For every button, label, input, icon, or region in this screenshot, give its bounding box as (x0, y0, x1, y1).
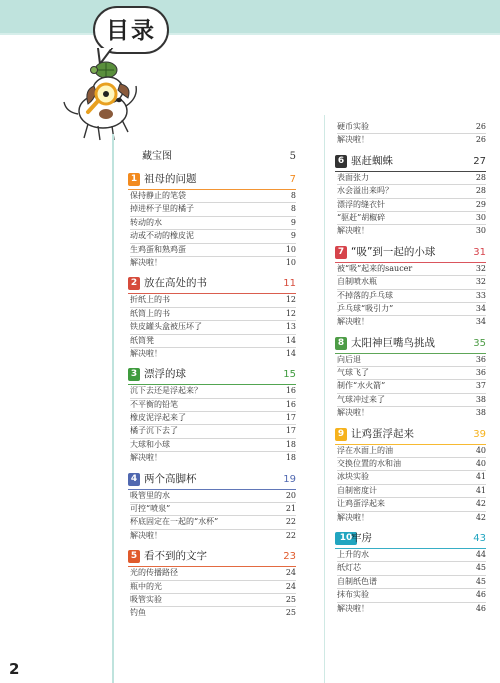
toc-item[interactable] (333, 458, 486, 470)
toc-item[interactable] (333, 380, 486, 392)
chapter-number-badge: 7 (335, 246, 347, 259)
toc-item-page: 29 (475, 199, 486, 209)
toc-item-title: 吸管里的水 (130, 490, 170, 500)
toc-item-title: 乒乓球“吸引力” (337, 303, 394, 313)
toc-item[interactable] (333, 225, 486, 237)
toc-item-page: 36 (475, 368, 486, 378)
toc-item[interactable] (126, 516, 296, 528)
toc-item[interactable] (333, 134, 486, 146)
toc-item-title: 铁皮罐头盒被压坏了 (130, 322, 202, 332)
toc-item-title: 纸筒上的书 (130, 308, 170, 318)
toc-item-page: 12 (285, 295, 296, 305)
toc-item-page: 33 (475, 290, 486, 300)
toc-item-title: 不平衡的铅笔 (130, 399, 178, 409)
toc-item[interactable] (126, 399, 296, 411)
toc-item-page: 22 (285, 530, 296, 540)
chapter-title: 看不到的文字 (144, 550, 207, 563)
chapter-title: 祖母的问题 (144, 173, 197, 185)
toc-item-page: 13 (285, 322, 296, 332)
chapter-number-badge: 3 (128, 368, 140, 381)
toc-item-title: 不掉落的乒乓球 (337, 290, 393, 300)
toc-item-page: 44 (475, 549, 486, 559)
chapter-number-badge: 4 (128, 473, 140, 486)
right-chapter-list (333, 153, 486, 615)
toc-item-title: 硬币实验 (337, 122, 369, 131)
toc-item[interactable] (126, 244, 296, 256)
chapter-page: 43 (473, 532, 486, 544)
left-chapter-list (126, 171, 296, 620)
toc-item[interactable] (126, 335, 296, 347)
toc-item[interactable] (126, 581, 296, 593)
toc-item-page: 38 (475, 408, 486, 418)
toc-item-title: 向后退 (337, 354, 361, 364)
toc-item[interactable] (333, 185, 486, 197)
toc-item-page: 38 (475, 394, 486, 404)
toc-item-title: 自制纸色谱 (337, 576, 377, 586)
toc-item[interactable] (126, 425, 296, 437)
toc-item-title: 光的传播路径 (130, 568, 178, 578)
toc-item-title: 可控“喷泉” (130, 504, 171, 514)
toc-item[interactable] (126, 530, 296, 542)
chapter-page: 19 (283, 473, 296, 485)
toc-item-title: 纸灯芯 (337, 563, 361, 573)
chapter-heading[interactable] (126, 366, 296, 383)
toc-item-title: 自制喷水瓶 (337, 277, 377, 287)
toc-item-page: 32 (475, 277, 486, 287)
toc-item-title: “驱赶”胡椒碎 (337, 212, 386, 222)
toc-item-page: 28 (475, 172, 486, 182)
toc-item-title: 让鸡蛋浮起来 (337, 499, 385, 509)
chapter-title: 放在高处的书 (144, 277, 207, 290)
toc-item[interactable] (333, 394, 486, 406)
chapter-number-badge: 10 (335, 532, 357, 545)
toc-item[interactable] (333, 603, 486, 615)
chapter-title: 漂浮的球 (144, 368, 186, 381)
chapter-page: 39 (473, 428, 486, 440)
toc-entry-page: 5 (289, 151, 296, 162)
toc-item-title: 解决啦！ (337, 135, 369, 145)
toc-item-page: 9 (290, 231, 296, 241)
chapter-heading[interactable] (333, 426, 486, 443)
page-number: 2 (9, 660, 20, 678)
page-title: 目录 (106, 18, 156, 44)
toc-item[interactable] (333, 212, 486, 224)
toc-item-page: 10 (285, 244, 296, 254)
toc-item[interactable] (126, 348, 296, 360)
toc-item[interactable] (333, 407, 486, 419)
chapter-title: 驱赶蜘蛛 (351, 154, 393, 167)
chapter-page: 15 (283, 369, 296, 381)
toc-item-title: 折纸上的书 (130, 295, 170, 305)
toc-item-page: 30 (475, 212, 486, 222)
toc-item-title: 解决啦！ (130, 453, 162, 463)
toc-item[interactable] (126, 321, 296, 333)
chapter-heading[interactable] (126, 275, 296, 292)
toc-item-title: 转动的水 (130, 217, 162, 227)
toc-item-page: 12 (285, 308, 296, 318)
chapter-page: 27 (473, 155, 486, 167)
toc-item-page: 14 (285, 348, 296, 358)
toc-item-title: 保持静止的笔袋 (130, 191, 186, 200)
toc-item-title: 解决啦！ (337, 408, 369, 418)
toc-item[interactable] (126, 230, 296, 242)
toc-item-page: 45 (475, 576, 486, 586)
chapter-number-badge: 5 (128, 550, 140, 563)
toc-item-title: 自制密度计 (337, 485, 377, 495)
toc-item-title: 上升的水 (337, 549, 369, 559)
toc-item[interactable] (126, 308, 296, 320)
toc-item-page: 40 (475, 459, 486, 469)
toc-item[interactable] (333, 485, 486, 497)
toc-item-page: 34 (475, 303, 486, 313)
toc-item-title: 制作“水火箭” (337, 381, 386, 391)
toc-item-title: 掉进杯子里的橘子 (130, 204, 194, 214)
header-band (0, 0, 500, 33)
toc-item-title: 杯底固定在一起的“水杯” (130, 517, 219, 527)
toc-item[interactable] (126, 503, 296, 515)
toc-item-page: 17 (285, 413, 296, 423)
toc-item[interactable] (333, 498, 486, 510)
toc-item[interactable] (333, 276, 486, 288)
chapter-page: 11 (283, 278, 296, 290)
toc-item[interactable] (333, 199, 486, 211)
toc-item-page: 20 (285, 490, 296, 500)
toc-item-title: 吸管实验 (130, 594, 162, 604)
toc-item-page: 24 (285, 581, 296, 591)
chapter-heading[interactable] (333, 153, 486, 170)
chapter-number-badge: 9 (335, 428, 347, 441)
chapter-number-badge: 6 (335, 155, 347, 168)
toc-item-title: 解决啦！ (337, 226, 369, 236)
toc-item[interactable] (126, 203, 296, 215)
toc-item-page: 26 (475, 122, 486, 131)
toc-item[interactable] (126, 439, 296, 451)
toc-item-page: 45 (475, 563, 486, 573)
toc-item-title: 解决啦！ (130, 530, 162, 540)
toc-item-title: 橘子沉下去了 (130, 426, 178, 436)
toc-item-title: 表面张力 (337, 172, 369, 182)
toc-item-title: 解决啦！ (130, 257, 162, 267)
toc-item-page: 34 (475, 317, 486, 327)
toc-item[interactable] (333, 576, 486, 588)
toc-item-page: 25 (285, 608, 296, 618)
chapter-heading[interactable] (126, 548, 296, 565)
toc-item-page: 46 (475, 603, 486, 613)
toc-item-title: 解决啦！ (337, 512, 369, 522)
toc-item-page: 28 (475, 186, 486, 196)
toc-item[interactable] (126, 257, 296, 269)
chapter-heading[interactable] (333, 335, 486, 352)
toc-item[interactable] (333, 562, 486, 574)
chapter-heading[interactable] (333, 530, 486, 547)
header-band-line (0, 33, 500, 35)
toc-item-page: 32 (475, 263, 486, 273)
toc-item-page: 17 (285, 426, 296, 436)
chapter-title: 两个高脚杯 (144, 472, 197, 485)
toc-item-page: 18 (285, 453, 296, 463)
chapter-page: 35 (473, 337, 486, 349)
toc-item[interactable] (126, 190, 296, 202)
toc-item-title: 解决啦！ (337, 603, 369, 613)
toc-item[interactable] (333, 263, 486, 275)
toc-item[interactable] (333, 121, 486, 133)
chapter-heading[interactable] (126, 471, 296, 488)
chapter-heading[interactable] (333, 244, 486, 261)
toc-item-page: 8 (290, 191, 296, 200)
toc-item-title: 水会溢出来吗？ (337, 186, 393, 196)
toc-item-page: 40 (475, 445, 486, 455)
toc-item-page: 25 (285, 594, 296, 604)
toc-item-title: 气球冲过来了 (337, 394, 385, 404)
toc-item[interactable] (126, 385, 296, 397)
toc-left-column (126, 149, 296, 620)
center-divider (324, 115, 325, 683)
chapter-title: 太阳神巨嘴鸟挑战 (351, 336, 435, 349)
toc-item-page: 16 (285, 399, 296, 409)
toc-item-title: 瓶中的光 (130, 581, 162, 591)
toc-item[interactable] (333, 172, 486, 184)
toc-item-page: 8 (290, 204, 296, 214)
toc-item[interactable] (333, 549, 486, 561)
toc-item-page: 42 (475, 499, 486, 509)
toc-item-title: 冰块实验 (337, 472, 369, 482)
dog-detective-icon (48, 56, 140, 146)
toc-item-title: 沉下去还是浮起来？ (130, 386, 202, 396)
toc-item-page: 18 (285, 439, 296, 449)
toc-item-page: 26 (475, 135, 486, 145)
toc-right-column (333, 121, 486, 615)
chapter-number-badge: 8 (335, 337, 347, 350)
toc-item-title: 气球飞了 (337, 368, 369, 378)
toc-item[interactable] (126, 294, 296, 306)
chapter-page: 23 (283, 551, 296, 563)
toc-item[interactable] (333, 367, 486, 379)
toc-item-title: 大球和小球 (130, 439, 170, 449)
toc-item-page: 16 (285, 386, 296, 396)
toc-item[interactable] (126, 594, 296, 606)
chapter-heading[interactable] (126, 171, 296, 188)
left-guide-line (112, 134, 114, 683)
toc-item[interactable] (333, 471, 486, 483)
toc-item-title: 橡皮泥浮起来了 (130, 413, 186, 423)
toc-item[interactable] (126, 490, 296, 502)
toc-item-title: 纸筒凳 (130, 335, 154, 345)
toc-item-page: 42 (475, 512, 486, 522)
toc-item[interactable] (126, 607, 296, 619)
toc-item[interactable] (333, 290, 486, 302)
toc-item[interactable] (333, 303, 486, 315)
toc-item[interactable] (126, 452, 296, 464)
toc-item[interactable] (333, 316, 486, 328)
toc-item-page: 41 (475, 485, 486, 495)
toc-item-page: 36 (475, 354, 486, 364)
chapter-page: 7 (289, 174, 296, 185)
toc-item-title: 生鸡蛋和熟鸡蛋 (130, 244, 186, 254)
toc-item[interactable] (126, 412, 296, 424)
toc-item-page: 22 (285, 517, 296, 527)
toc-item[interactable] (126, 217, 296, 229)
toc-item-title: 交换位置的水和油 (337, 459, 401, 469)
toc-item-page: 30 (475, 226, 486, 236)
toc-item-page: 46 (475, 590, 486, 600)
toc-item-page: 21 (285, 504, 296, 514)
toc-item-title: 解决啦！ (337, 317, 369, 327)
chapter-title: 牢房 (351, 531, 372, 544)
toc-item[interactable] (333, 354, 486, 366)
toc-item-title: 抹布实验 (337, 590, 369, 600)
toc-item-title: 浮在水面上的油 (337, 445, 393, 455)
toc-entry-treasure-map[interactable] (126, 149, 296, 165)
toc-item-page: 10 (285, 257, 296, 267)
toc-item-page: 9 (290, 217, 296, 227)
toc-item[interactable] (126, 567, 296, 579)
toc-item-title: 漂浮的缝衣针 (337, 199, 385, 209)
toc-item-page: 41 (475, 472, 486, 482)
toc-item-page: 24 (285, 568, 296, 578)
toc-item-title: 解决啦！ (130, 348, 162, 358)
chapter-title: “吸”到一起的小球 (351, 245, 436, 258)
chapter-page: 31 (473, 246, 486, 258)
chapter-number-badge: 2 (128, 277, 140, 290)
toc-item-page: 37 (475, 381, 486, 391)
right-continued-items (333, 121, 486, 147)
toc-item[interactable] (333, 589, 486, 601)
toc-item-title: 动或不动的橡皮泥 (130, 231, 194, 241)
toc-item[interactable] (333, 445, 486, 457)
toc-item[interactable] (333, 512, 486, 524)
toc-item-title: 被“吸”起来的saucer (337, 263, 413, 273)
chapter-title: 让鸡蛋浮起来 (351, 427, 414, 440)
toc-item-title: 钓鱼 (130, 608, 146, 618)
toc-entry-title: 藏宝图 (142, 151, 172, 162)
chapter-number-badge: 1 (128, 173, 140, 186)
toc-item-page: 14 (285, 335, 296, 345)
